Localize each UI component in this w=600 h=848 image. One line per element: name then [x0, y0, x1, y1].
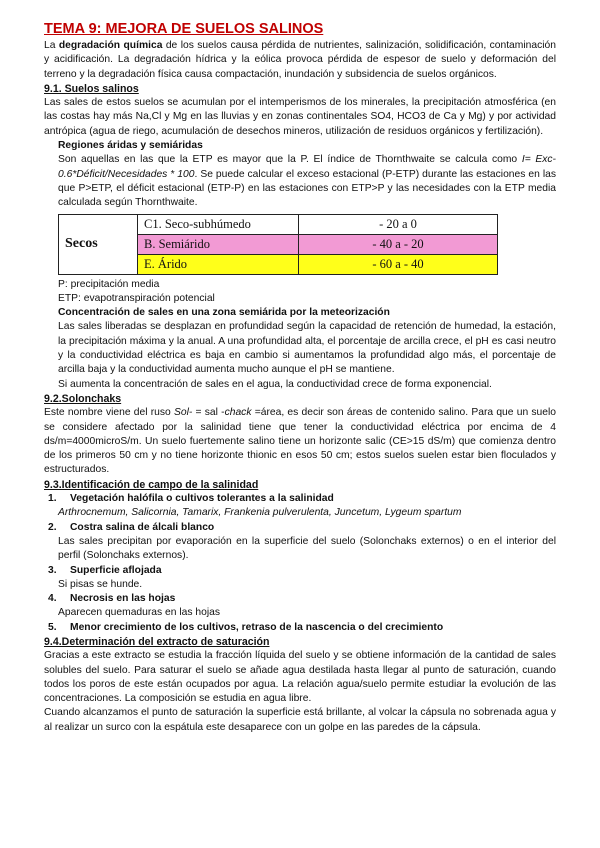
intro-pre: La [44, 40, 59, 51]
list-item-text: Si pisas se hunde. [58, 578, 143, 590]
regiones-paragraph [44, 153, 556, 210]
page-title: TEMA 9: MEJORA DE SUELOS SALINOS [44, 21, 324, 37]
section-9-2-text [44, 406, 556, 477]
list-item-text: Las sales precipitan por evaporación en la superficie del suelo (Solonchaks externos) o en el interior del perfil (Solonchaks externos). [58, 535, 556, 562]
list-item-title [44, 592, 556, 606]
section-9-1-text: Las sales de estos suelos se acumulan por el intemperismos de los minerales, la precipitación atmosférica (en las costas hay más Na,Cl y Mg en las lluvias y en zonas continentales SO4, HCO3 de Ca y Mg) y por actividad antrópica (agua de riego, acumulación de desechos mineros, utilización de residuos orgánicos y fertilización). [44, 97, 556, 137]
intro-paragraph [44, 39, 556, 82]
intro-bold-term: degradación química [58, 40, 163, 51]
section-9-4-text-2: Cuando alcanzamos el punto de saturación la superficie está brillante, al volcar la cápsula no sobrenada agua y al realizar un surco con la espátula este desaparece con un golpe en las paredes de la cápsula. [44, 707, 556, 733]
list-item-number: 3. [48, 564, 57, 576]
section-heading-9-3: 9.3.Identificación de campo de la salinidad [44, 478, 259, 491]
list-item-title [44, 564, 556, 578]
section-heading-9-4: 9.4.Determinación del extracto de saturación [44, 635, 270, 648]
s92-mid: = sal - [192, 407, 225, 419]
legend-etp: ETP: evapotranspiración potencial [58, 292, 215, 304]
intro-post: de los suelos causa pérdida de nutrientes, salinización, solidificación, contaminación y acidificación. La degradación hídrica y la eólica provoca pérdida de espesor de suelo y deformación del terreno y la degradación física causa compactación, inundación y subsidencia de suelos orgánicos. [44, 40, 556, 80]
table-range-cell: - 40 a - 20 [299, 234, 498, 254]
section-heading-9-1: 9.1. Suelos salinos [44, 82, 139, 95]
table-header-cell: Secos [59, 214, 138, 274]
table-class-cell: B. Semiárido [138, 234, 299, 254]
list-item-number: 4. [48, 593, 57, 605]
s92-sol: Sol- [174, 407, 193, 419]
concentracion-paragraph-2: Si aumenta la concentración de sales en el agua, la conductividad crece de forma exponencial. [58, 378, 492, 390]
list-item-number: 2. [48, 521, 57, 533]
subheading-regiones: Regiones áridas y semiáridas [58, 140, 203, 152]
list-item-heading: Costra salina de álcali blanco [70, 521, 215, 533]
table-row [59, 214, 498, 234]
thornthwaite-formula: I= Exc-0.6*Déficit/Necesidades * 100 [58, 154, 556, 180]
table-range-cell: - 60 a - 40 [299, 254, 498, 274]
s92-post: =área, es decir son áreas de contenido salino. Para que un suelo se considere afectado por la salinidad tiene que tener la conductividad eléctrica por encima de 4 ds/m=4000microS/m. Un suelo fuertemente salino tiene un horizonte salic (CE>15 dS/m) que comienza dentro de los primeros 50 cm y no tiene horizonte thionic en esos 50 cm; estos suelos suelen estar bien floculados y estructurados. [44, 407, 556, 476]
s92-chack: chack [224, 407, 252, 419]
section-9-4-text: Gracias a este extracto se estudia la fracción líquida del suelo y se obtiene información de la cantidad de sales solubles del suelo. Para saturar el suelo se añade agua destilada hasta llegar al punto de saturación, cuando todos los poros de este están ocupados por agua. La relación agua/suelo permite estudiar la evolución de las concentraciones. La composición se estudia en agua libre. [44, 650, 556, 705]
list-item-title [44, 492, 556, 506]
list-item-text: Arthrocnemum, Salicornia, Tamarix, Frankenia pulverulenta, Juncetum, Lygeum spartum [58, 507, 462, 519]
list-item-heading: Vegetación halófila o cultivos tolerantes a la salinidad [70, 493, 334, 505]
legend-p: P: precipitación media [58, 278, 160, 290]
subheading-concentracion: Concentración de sales en una zona semiárida por la meteorización [58, 307, 390, 319]
list-item-heading: Menor crecimiento de los cultivos, retraso de la nascencia o del crecimiento [70, 621, 444, 633]
regiones-post: . Se puede calcular el exceso estacional (P-ETP) durante las estaciones en las que P>ETP, el déficit estacional (ETP-P) en las estaciones con ETP>P y las necesidades con la ETP media calculada según Thornthwaite. [58, 168, 556, 209]
regiones-pre: Son aquellas en las que la ETP es mayor que la P. El índice de Thornthwaite se calcula como [58, 154, 522, 166]
concentracion-paragraph: Las sales liberadas se desplazan en profundidad según la capacidad de retención de humedad, la estación, la precipitación máxima y la anual. A una profundidad alta, el porcentaje de arcilla crece, el pH es casi neutro y la conductividad eléctrica es baja en cambio si aumentamos la profundidad algo más, el porcentaje de arcilla baja y la conductividad aumenta mucho aunque el pH se mantiene. [58, 321, 556, 376]
list-item-number: 5. [48, 621, 57, 633]
list-item-title [44, 521, 556, 535]
list-item-text: Aparecen quemaduras en las hojas [58, 607, 220, 619]
table-class-cell: E. Árido [138, 254, 299, 274]
s92-pre: Este nombre viene del ruso [44, 407, 174, 419]
list-item-heading: Necrosis en las hojas [70, 593, 176, 605]
list-item-title [44, 621, 556, 635]
table-range-cell: - 20 a 0 [299, 214, 498, 234]
list-item-number: 1. [48, 493, 57, 505]
list-item-heading: Superficie aflojada [70, 564, 162, 576]
section-heading-9-2: 9.2.Solonchaks [44, 392, 122, 405]
table-class-cell: C1. Seco-subhúmedo [138, 214, 299, 234]
aridity-table [58, 214, 498, 275]
